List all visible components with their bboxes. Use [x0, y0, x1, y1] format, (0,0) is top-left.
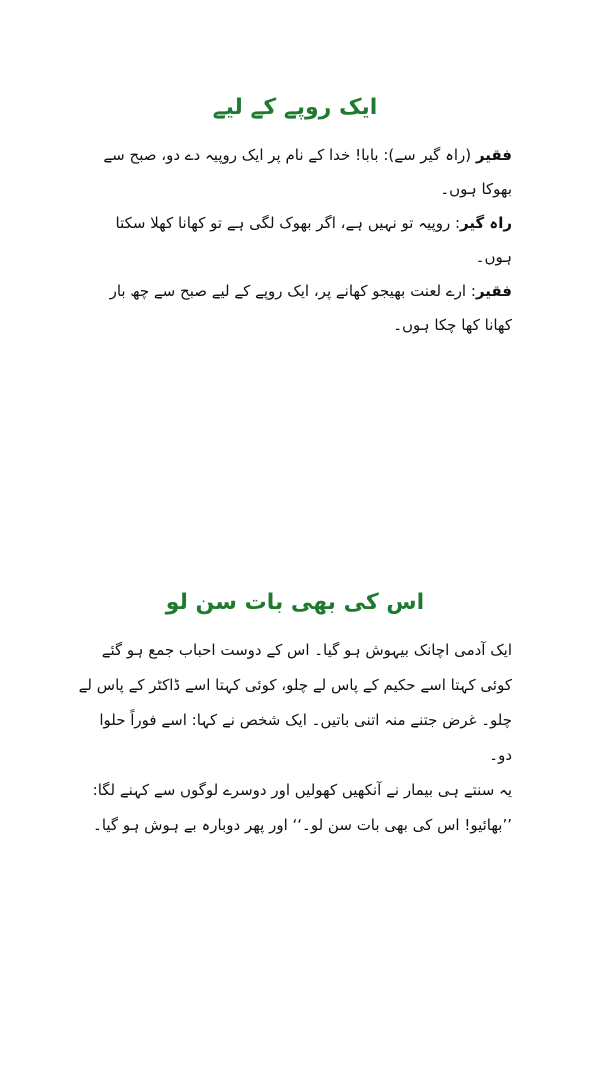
story-paragraph: یہ سنتے ہی بیمار نے آنکھیں کھولیں اور دوسرے لوگوں سے کہنے لگا: ’’بھائیو! اس کی بھی بات سن لو۔‘‘ اور پھر دوبارہ بے ہوش ہو گیا۔	[92, 781, 512, 834]
speaker-label: راہ گیر	[460, 214, 512, 232]
dialogue-line	[78, 274, 512, 342]
story-paragraph: ایک آدمی اچانک بیہوش ہو گیا۔ اس کے دوست احباب جمع ہو گئے کوئی کہتا اسے حکیم کے پاس لے چلو، کوئی کہتا اسے ڈاکٹر کے پاس لے چلو۔ غرض جتنے منہ اتنی باتیں۔ ایک شخص نے کہا: اسے فوراً حلوا دو۔	[78, 641, 512, 764]
story-one-title: ایک روپے کے لیے	[212, 95, 378, 120]
speaker-label: فقیر	[475, 282, 512, 300]
speaker-label: فقیر	[475, 146, 512, 164]
dialogue-line	[78, 138, 512, 206]
story-two-title: اس کی بھی بات سن لو	[165, 590, 425, 615]
dialogue-text: : روپیہ تو نہیں ہے، اگر بھوک لگی ہے تو کھانا کھلا سکتا ہوں۔	[115, 214, 512, 266]
dialogue-text: : ارے لعنت بھیجو کھانے پر، ایک روپے کے لیے صبح سے چھ بار کھانا کھا چکا ہوں۔	[109, 282, 512, 334]
dialogue-line	[78, 206, 512, 274]
story-two	[78, 587, 512, 843]
dialogue-text: (راہ گیر سے): بابا! خدا کے نام پر ایک روپیہ دے دو، صبح سے بھوکا ہوں۔	[103, 146, 512, 198]
story-one	[78, 92, 512, 342]
